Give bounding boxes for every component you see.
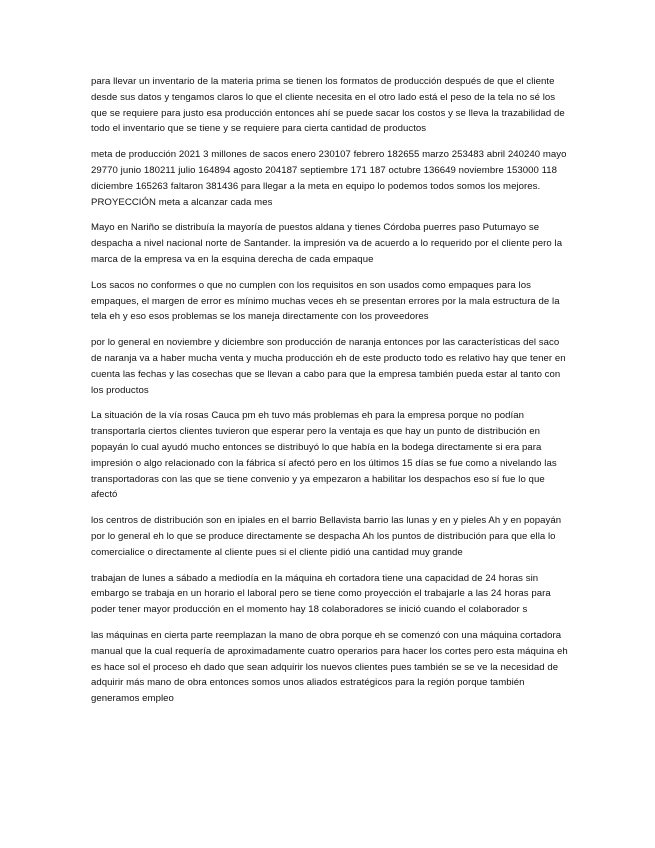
paragraph-orange-season: por lo general en noviembre y diciembre son producción de naranja entonces por las características del saco de naranja va a haber mucha venta y mucha producción eh de este producto todo es relativo hay que tener en cuenta las fechas y las cosechas que se llevan a cabo para que la empresa también pueda estar al tanto con los productos <box>91 337 566 396</box>
paragraph-machines: las máquinas en cierta parte reemplazan la mano de obra porque eh se comenzó con una máquina cortadora manual que la cual requería de aproximadamente cuatro operarios para hacer los cortes pero esta máquina eh es hace sol el proceso eh dado que sean adquirir los nuevos clientes pues también se se ve la necesidad de adquirir más mano de obra entonces somos unos aliados estratégicos para la región porque también generamos empleo <box>91 629 568 705</box>
paragraph-production-goal: meta de producción 2021 3 millones de sacos enero 230107 febrero 182655 marzo 253483 abril 240240 mayo 29770 junio 180211 julio 164894 agosto 204187 septiembre 171 187 octubre 136649 noviembre 153000 118 diciembre 165263 faltaron 381436 para llegar a la meta en equipo lo podemos todos somos los mejores. PROYECCIÓN meta a alcanzar cada mes <box>91 149 567 208</box>
paragraph-distribution-centers: los centros de distribución son en ipiales en el barrio Bellavista barrio las lunas y en y pieles Ah y en popayán por lo general eh lo que se produce directamente se despacha Ah los puntos de distribución para que ella lo comercialice o directamente al cliente pues si el cliente pidió una cantidad muy grande <box>91 515 562 558</box>
document-body <box>91 74 569 717</box>
paragraph-work-schedule: trabajan de lunes a sábado a mediodía en la máquina eh cortadora tiene una capacidad de 24 horas sin embargo se trabaja en un horario el laboral pero se tiene como proyección el trabajarle a las 24 horas para poder tener mayor producción en el momento hay 18 colaboradores se inició cuando el colaborador s <box>91 572 551 616</box>
paragraph-inventory: para llevar un inventario de la materia prima se tienen los formatos de producción después de que el cliente desde sus datos y tengamos claros lo que el cliente necesita en el otro lado está el peso de la tela no sé los que se requiere para justo esa producción entonces ahí se puede sacar los costos y se lleva la trazabilidad de todo el inventario que se tiene y se requiere para cierta cantidad de productos <box>91 76 565 135</box>
paragraph-nonconforming-sacks: Los sacos no conformes o que no cumplen con los requisitos en son usados como empaques para los empaques, el margen de error es mínimo muchas veces eh se presentan errores por la mala estructura de la tela eh y eso esos problemas se los maneja directamente con los proveedores <box>91 279 560 323</box>
paragraph-road-situation: La situación de la vía rosas Cauca pm eh tuvo más problemas eh para la empresa porque no podían transportarla ciertos clientes tuvieron que esperar pero la ventaja es que hay un punto de distribución en popayán lo cual ayudó mucho entonces se distribuyó lo que había en la bodega directamente si era para impresión o algo relacionado con la fábrica sí afectó pero en los últimos 15 días se fue como a nivelando las transportadoras con las que se tiene convenio y ya empezaron a habilitar los despachos eso sí fue lo que afectó <box>91 410 557 501</box>
paragraph-distribution-narino: Mayo en Nariño se distribuía la mayoría de puestos aldana y tienes Córdoba puerres paso Putumayo se despacha a nivel nacional norte de Santander. la impresión va de acuerdo a lo requerido por el cliente pero la marca de la empresa va en la esquina derecha de cada empaque <box>91 222 563 265</box>
